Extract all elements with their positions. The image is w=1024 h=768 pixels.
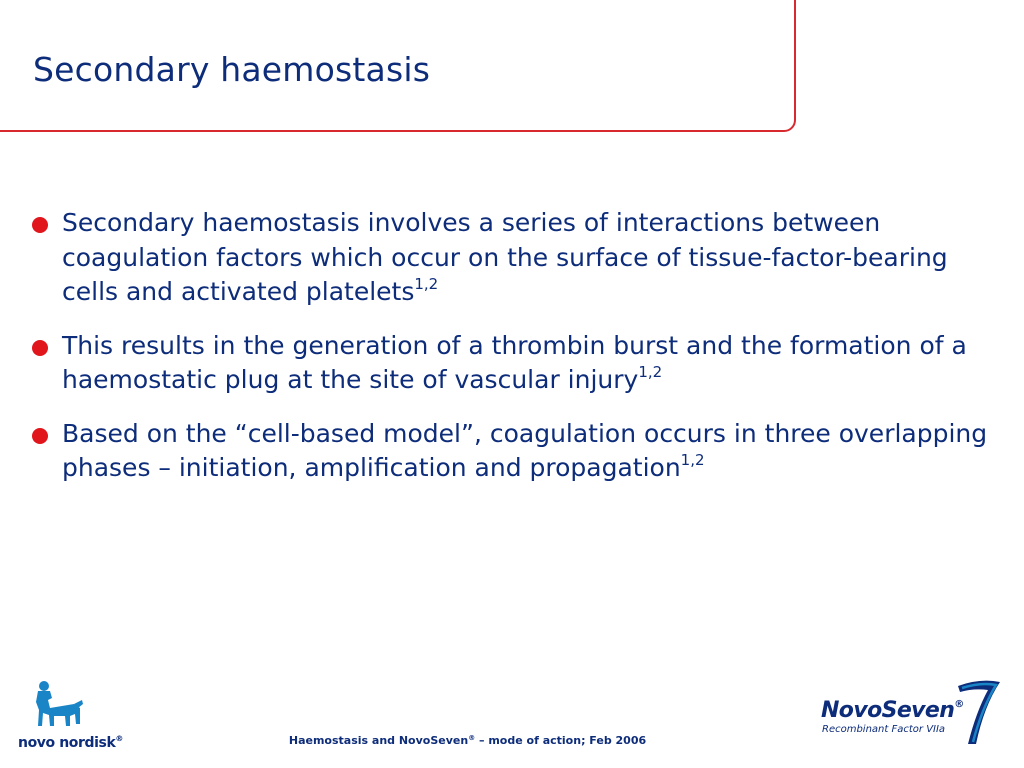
bullet-text: This results in the generation of a thrombin burst and the formation of a haemostatic plug at the site of vascular injury [62,330,967,394]
bullet-text: Based on the “cell-based model”, coagulation occurs in three overlapping phases – initiation, amplification and propagation [62,418,988,482]
bullet-reference: 1,2 [638,363,663,381]
bullet-text: Secondary haemostasis involves a series of interactions between coagulation factors which occur on the surface of tissue-factor-bearing cells and activated platelets [62,208,948,306]
bullet-dot-icon [32,428,48,444]
bullet-item [30,329,1005,398]
bullet-reference: 1,2 [680,451,705,469]
novoseven-subtitle: Recombinant Factor VIIa [822,724,946,735]
seven-swoosh-icon [954,676,1004,748]
bullet-item [30,417,1005,486]
bullet-reference: 1,2 [414,275,439,293]
bullet-dot-icon [32,217,48,233]
bullet-item [30,206,1005,310]
footer-text: Haemostasis and NovoSeven® – mode of action; Feb 2006 [288,734,647,747]
apis-bull-icon [30,680,90,734]
novo-nordisk-wordmark: novo nordisk® [18,734,123,751]
bullet-dot-icon [32,340,48,356]
novoseven-wordmark: NovoSeven® [821,698,964,723]
bullet-list [30,206,1005,505]
novoseven-logo [820,676,1010,750]
slide-title: Secondary haemostasis [33,50,431,89]
